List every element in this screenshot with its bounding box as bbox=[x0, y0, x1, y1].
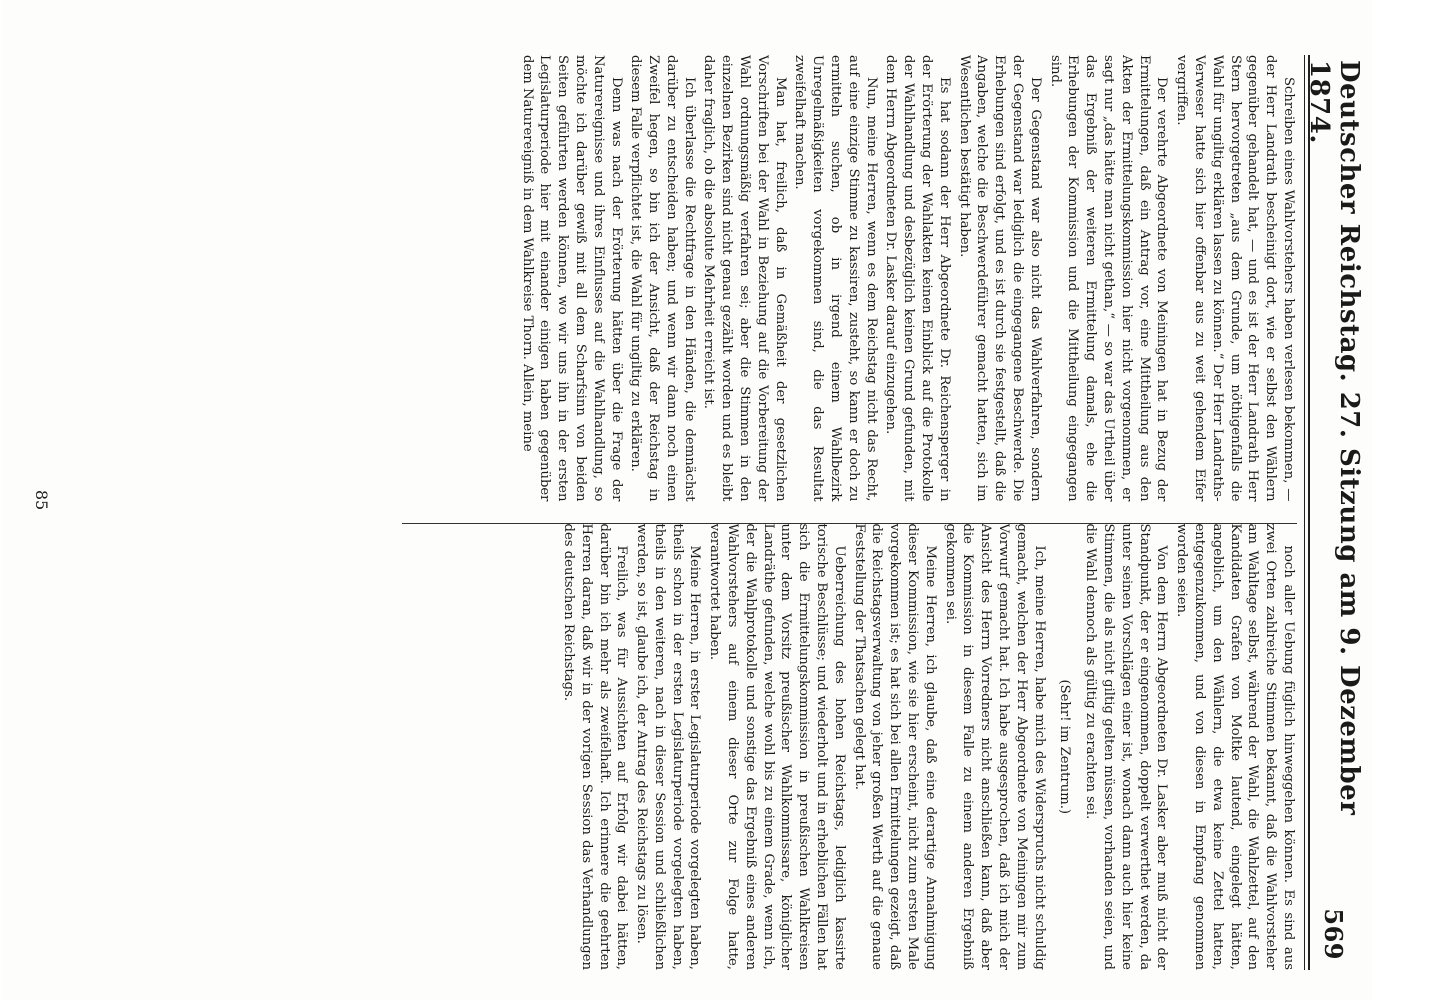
scanned-page bbox=[2, 0, 1372, 1000]
paragraph: Von dem Herrn Abgeordneten Dr. Lasker aber muß nicht der Standpunkt, der er eingenommen, doppelt verwerthet werden, da unter seinen Vorschlägen einer ist, wonach dann auch hier keine Stimmen, die als nicht giltig gelten müssen, vorhanden seien, und die Wahl dennoch als gültig zu erachten sei. bbox=[1083, 523, 1170, 970]
paragraph: Man hat, freilich, daß in Gemäßheit der gesetzlichen Vorschriften bei der Wahl in Beziehung auf die Vorbereitung der Wahl ordnungsmäßig verfahren sei; aber die Stimmen in den einzelnen Bezirken sind nicht genau gezählt worden und es bleibt daher fraglich, ob die absolute Mehrheit erreicht ist. bbox=[701, 55, 788, 502]
paragraph: Es hat sodann der Herr Abgeordnete Dr. Reichensperger in der Erörterung der Wahlakten keinen Einblick auf die Protokolle der Wahlhandlung und desbezüglich keinen Grund gefunden, mit dem Herrn Abgeordneten Dr. Lasker darauf einzugehen. bbox=[883, 55, 952, 502]
paragraph: Freilich, was für Aussichten auf Erfolg wir dabei hätten, darüber bin ich mehr als zweifelhaft. Ich erinnere die geehrten Herren daran, daß wir in der vorigen Session das Verhandlungen des deutschen Reichstags. bbox=[560, 523, 630, 970]
paragraph: Ich überlasse die Rechtfrage in den Händen, die demnächst darüber zu entscheiden haben; und wenn wir dann noch einen Zweifel hegen, so bin ich der Ansicht, daß der Reichstag in diesem Falle verpflichtet ist, die Wahl für ungiltig zu erklären. bbox=[628, 55, 697, 502]
paragraph: Schreiben eines Wahlvorstehers haben verlesen bekommen, — der Herr Landrath bescheinigt dort, wie er selbst den Wählern gegenüber gehandelt hat, — und es ist der Herr Landrath Herr Stern hervorgetreten „aus dem Grunde, um nöthigenfalls die Wahl für ungiltig erklären lassen zu können.“ Der Herr Landraths-Verweser hatte sich hier offenbar aus zu weit gehendem Eifer vergriffen. bbox=[1174, 55, 1296, 502]
page-number: 569 bbox=[1319, 908, 1349, 960]
right-column bbox=[72, 524, 1297, 971]
running-title: Deutscher Reichstag. 27. Sitzung am 9. Dezember 1874. bbox=[1304, 60, 1364, 816]
paragraph: Ueberreichung des hohen Reichstags, lediglich kassirte torische Beschlüsse; und wiederholt und in erheblichen Fällen hat sich die Ermittelungskommission in preußischen Wahlkreisen unter dem Vorsitz preußischer Wahlkommissare, königlicher Landräthe gefunden, welche wohl bis zu einem Grade, wenn ich, der die Wahlprotokolle und sonstige das Ergebniß eines anderen Wahlvorstehers auf einem dieser Orte zur Folge hatte, verantwortet haben. bbox=[707, 523, 847, 970]
paragraph: noch aller Uebung füglich hinweggehen können. Es sind aus zwei Orten zahlreiche Stimmen bekannt, daß die Wahlvorsteher am Wahltage selbst, während der Wahl, die Wahlzettel, auf den Kandidaten Grafen von Moltke lautend, eingelegt hätten, angeblich, um den Wählern, die etwa keine Zettel hatten, entgegenzukommen, und von diesen in Empfang genommen worden seien. bbox=[1174, 523, 1296, 970]
paragraph: Meine Herren, in erster Legislaturperiode vorgelegten haben, theils schon in der ersten Legislaturperiode vorgelegten haben, theils in den weiteren, nach in dieser Session und schließlichen werden, so ist, glaube ich, der Antrag des Reichstags zu lösen. bbox=[634, 523, 703, 970]
paragraph: Der Gegenstand war also nicht das Wahlverfahren, sondern der Gegenstand war lediglich die eingegangene Beschwerde. Die Erhebungen sind erfolgt, und es ist durch sie festgestellt, daß die Angaben, welche die Beschwerdeführer gemacht hatten, sich im Wesentlichen bestätigt haben. bbox=[956, 55, 1043, 502]
paragraph: Ich, meine Herren, habe mich des Widerspruchs nicht schuldig gemacht, welchen der Herr Abgeordnete von Meiningen mir zum Vorwurf gemacht hat. Ich habe ausgesprochen, daß ich mich der Ansicht des Herrn Vorredners nicht anschließen kann, daß aber die Kommission in diesem Falle zu einem anderen Ergebniß gekommen sei. bbox=[942, 523, 1047, 970]
header-rule bbox=[1304, 55, 1310, 970]
paragraph: Nun, meine Herren, wenn es dem Reichstag nicht das Recht, auf eine einzige Stimme zu kassiren, zusteht, so kann er doch zu ermitteln suchen, ob in irgend einem Wahlbezirk Unregelmäßigkeiten vorgekommen sind, die das Resultat zweifelhaft machen. bbox=[792, 55, 879, 502]
running-head bbox=[1304, 60, 1364, 960]
paragraph: Denn was nach der Erörterung hätten über die Frage der Naturereignisse und ihres Einflusses auf die Wahlhandlung, so möchte ich darüber gewiß mit all dem Scharfsinn von beiden Seiten geführten werden können, wo wir uns ihn in der ersten Legislaturperiode hier mit einander einigen haben gegenüber dem Naturereigniß in dem Wahlkreise Thorn. Allein, meine bbox=[519, 55, 624, 502]
left-column bbox=[72, 55, 1297, 502]
paragraph: Der verehrte Abgeordnete von Meiningen hat in Bezug der Ermittelungen, daß ein Antrag vor, eine Mittheilung aus den Akten der Ermittelungskommission hier nicht vorgenommen, er sagt nur „das hätte man nicht gethan,“ — so war das Urtheil über das Ergebniß der weiteren Ermittelung damals, ehe die Erhebungen der Kommission und die Mittheilung eingegangen sind. bbox=[1047, 55, 1170, 502]
text-columns bbox=[72, 55, 1297, 970]
folio-number: 85 bbox=[32, 489, 51, 511]
interjection: (Sehr! im Zentrum.) bbox=[1057, 679, 1073, 815]
paragraph: Meine Herren, ich glaube, daß eine derartige Annahmigung dieser Kommission, wie sie hier erscheint, nicht zum ersten Male vorgekommen ist; es hat sich bei allen Ermittelungen gezeigt, daß die Reichstagsverwaltung von jeher großen Werth auf die genaue Feststellung der Thatsachen gelegt hat. bbox=[851, 523, 938, 970]
